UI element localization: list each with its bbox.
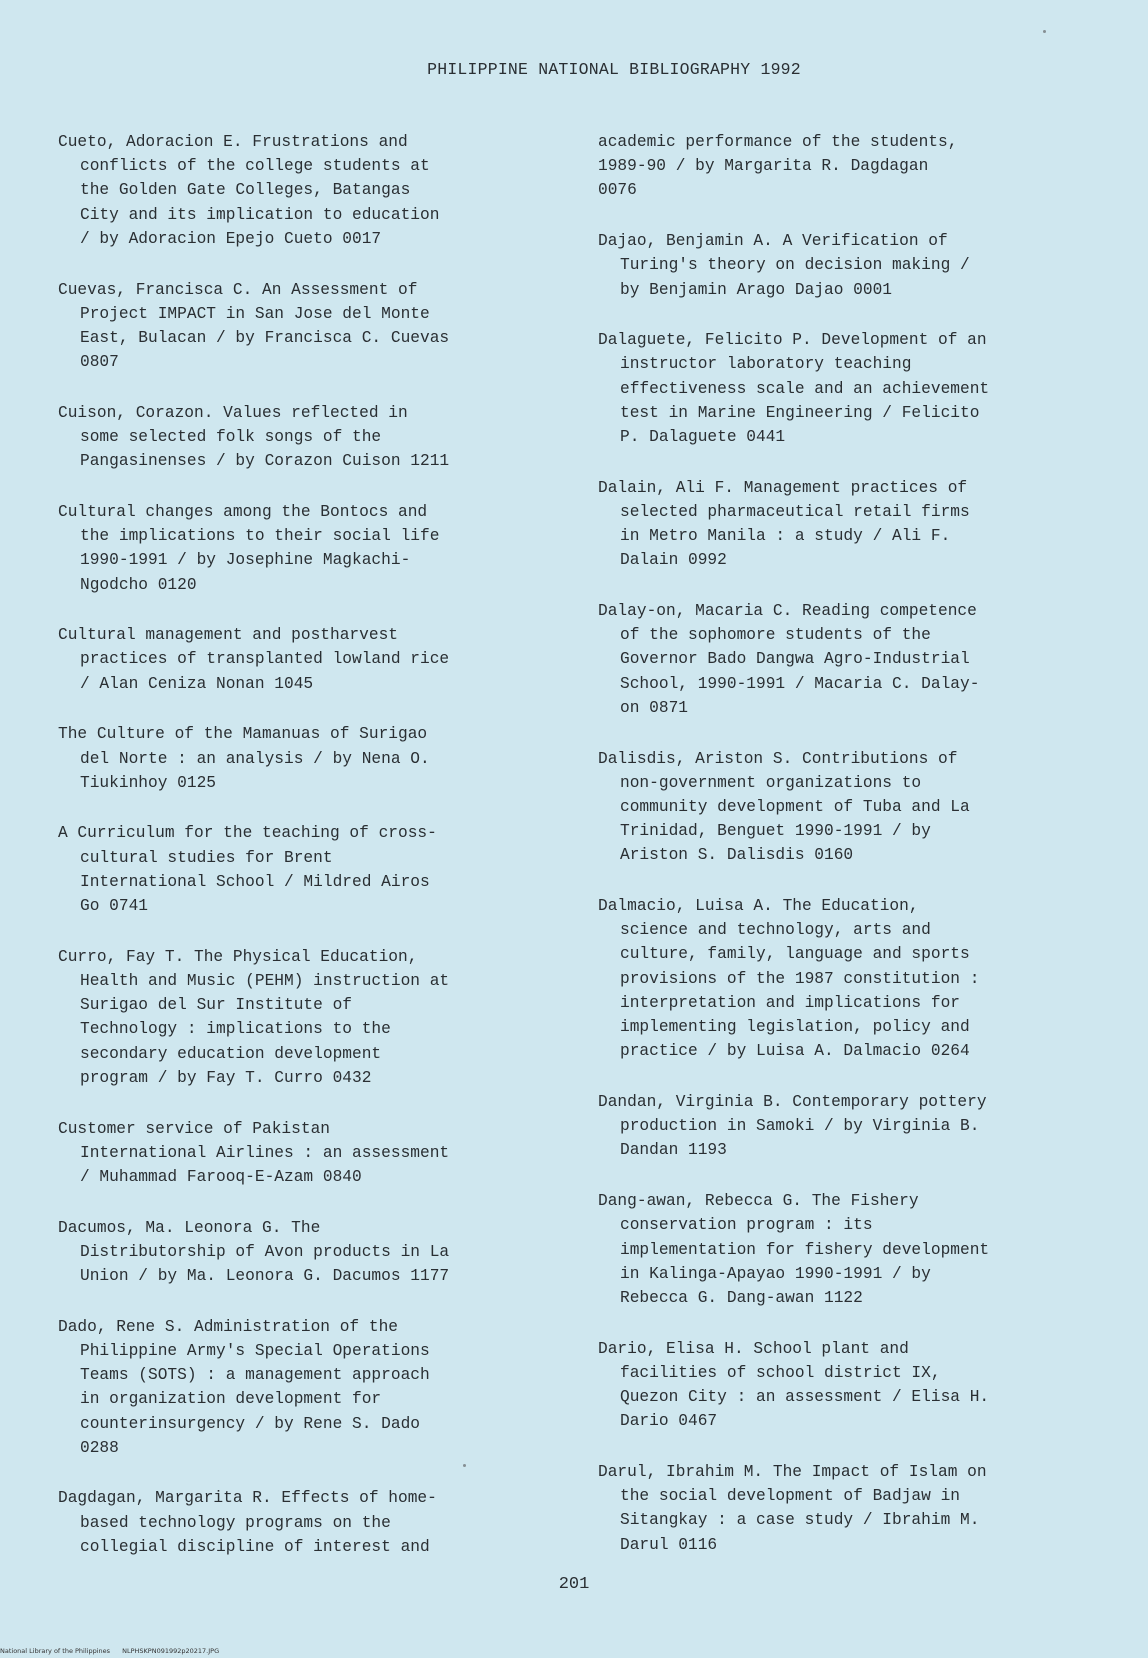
bibliography-entry: Dalaguete, Felicito P. Development of an instructor laboratory teaching effectiveness scale and an achievement test in Marine Engineering / Felicito P. Dalaguete 0441: [598, 331, 990, 447]
scan-speck: [463, 1464, 466, 1467]
bibliography-entry: Dado, Rene S. Administration of the Philippine Army's Special Operations Teams (SOTS) : a management approach in organization development for counterinsurgency / by Rene S. Dado 0288: [58, 1317, 430, 1457]
bibliography-entry: Dajao, Benjamin A. A Verification of Turing's theory on decision making / by Benjamin Arago Dajao 0001: [598, 232, 970, 299]
bibliography-entry: Dario, Elisa H. School plant and facilities of school district IX, Quezon City : an assessment / Elisa H. Dario 0467: [598, 1339, 990, 1431]
bibliography-entry: Cultural changes among the Bontocs and the implications to their social life 1990-1991 / by Josephine Magkachi- Ngodcho 0120: [58, 502, 440, 594]
page-number: 201: [558, 1575, 590, 1594]
file-name: NLPHSKPN091992p20217.JPG: [122, 1647, 220, 1655]
bibliography-entry: Cuison, Corazon. Values reflected in some selected folk songs of the Pangasinenses / by Corazon Cuison 1211: [58, 403, 450, 471]
bibliography-entry: Cueto, Adoracion E. Frustrations and conflicts of the college students at the Golden Gate Colleges, Batangas City and its implication to education / by Adoracion Epejo Cueto 0017: [58, 133, 440, 248]
bibliography-entry: Dalay-on, Macaria C. Reading competence of the sophomore students of the Governor Bado Dangwa Agro-Industrial School, 1990-1991 / Macaria C. Dalay- on 0871: [598, 602, 980, 717]
scan-speck: [1043, 30, 1046, 33]
bibliography-entry: Dacumos, Ma. Leonora G. The Distributorship of Avon products in La Union / by Ma. Leonora G. Dacumos 1177: [58, 1218, 450, 1286]
bibliography-entry: Dang-awan, Rebecca G. The Fishery conservation program : its implementation for fishery development in Kalinga-Apayao 1990-1991 / by Rebecca G. Dang-awan 1122: [598, 1192, 990, 1307]
bibliography-entry-continued: academic performance of the students, 1989-90 / by Margarita R. Dagdagan 0076: [598, 133, 958, 200]
library-credit: National Library of the Philippines: [0, 1647, 111, 1655]
bibliography-entry: The Culture of the Mamanuas of Surigao del Norte : an analysis / by Nena O. Tiukinhoy 0125: [58, 725, 430, 792]
bibliography-entry: Dalisdis, Ariston S. Contributions of non-government organizations to community development of Tuba and La Trinidad, Benguet 1990-1991 / by Ariston S. Dalisdis 0160: [598, 749, 970, 865]
bibliography-entry: Dagdagan, Margarita R. Effects of home- based technology programs on the collegial discipline of interest and: [58, 1489, 437, 1556]
left-column: [58, 130, 558, 1586]
bibliography-entry: A Curriculum for the teaching of cross- cultural studies for Brent International School / Mildred Airos Go 0741: [58, 824, 437, 916]
scan-footer: [0, 1647, 229, 1655]
bibliography-entry: Dandan, Virginia B. Contemporary pottery production in Samoki / by Virginia B. Dandan 1193: [598, 1093, 987, 1160]
bibliography-entry: Darul, Ibrahim M. The Impact of Islam on the social development of Badjaw in Sitangkay : a case study / Ibrahim M. Darul 0116: [598, 1462, 987, 1554]
bibliography-entry: Dalain, Ali F. Management practices of selected pharmaceutical retail firms in Metro Manila : a study / Ali F. Dalain 0992: [598, 478, 970, 570]
page-title: PHILIPPINE NATIONAL BIBLIOGRAPHY 1992: [427, 60, 801, 79]
bibliography-entry: Cuevas, Francisca C. An Assessment of Project IMPACT in San Jose del Monte East, Bulacan / by Francisca C. Cuevas 0807: [58, 280, 450, 372]
bibliography-entry: Curro, Fay T. The Physical Education, Health and Music (PEHM) instruction at Surigao del Sur Institute of Technology : implications to the secondary education development program / by Fay T. Curro 0432: [58, 947, 450, 1087]
bibliography-entry: Dalmacio, Luisa A. The Education, science and technology, arts and culture, family, language and sports provisions of the 1987 constitution : interpretation and implications for implementing legislation, policy and practice / by Luisa A. Dalmacio 0264: [598, 897, 980, 1061]
bibliography-entry: Cultural management and postharvest practices of transplanted lowland rice / Alan Ceniza Nonan 1045: [58, 626, 450, 693]
right-column: [598, 130, 1098, 1583]
bibliography-entry: Customer service of Pakistan International Airlines : an assessment / Muhammad Farooq-E-Azam 0840: [58, 1119, 450, 1186]
